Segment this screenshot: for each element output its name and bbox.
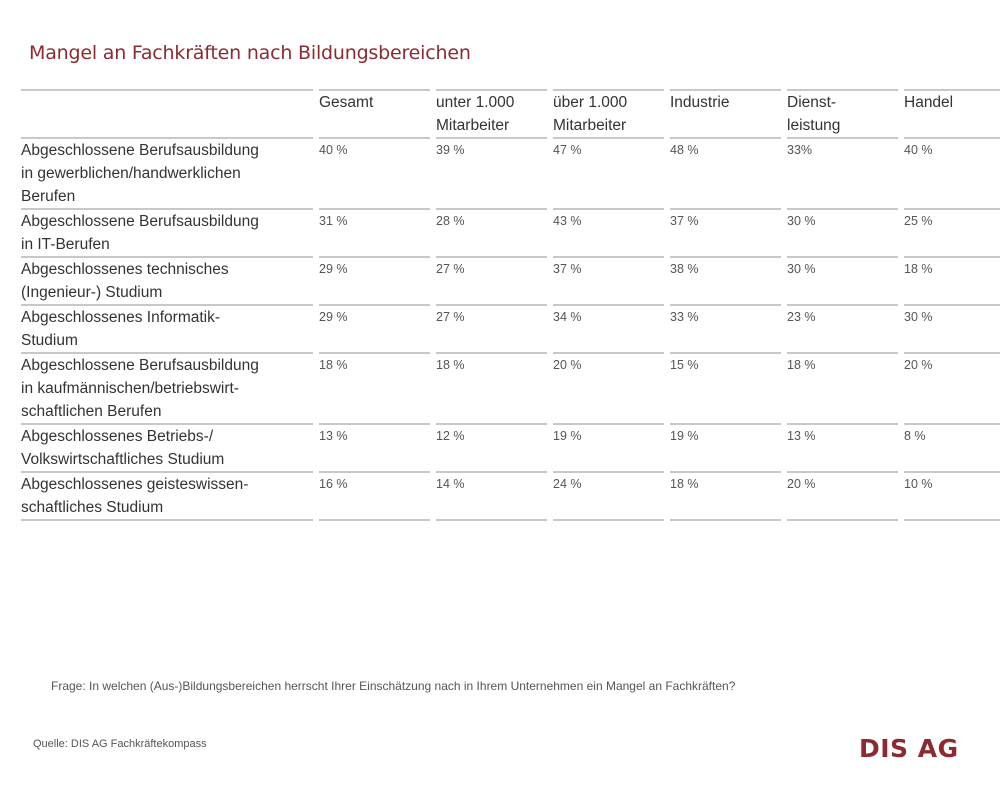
- column-header: über 1.000 Mitarbeiter: [553, 89, 664, 139]
- row-label: Abgeschlossene Berufsausbildung in kaufmännischen/betriebswirt- schaftlichen Berufen: [21, 354, 313, 425]
- value-cell: 10 %: [904, 473, 1000, 521]
- value-cell: 18 %: [904, 258, 1000, 306]
- chart-title: Mangel an Fachkräften nach Bildungsbereichen: [29, 42, 471, 64]
- value-cell: 30 %: [904, 306, 1000, 354]
- column-header: Handel: [904, 89, 1000, 139]
- value-cell: 13 %: [319, 425, 430, 473]
- column-header: Industrie: [670, 89, 781, 139]
- table-row: [21, 425, 1000, 473]
- row-label: Abgeschlossenes geisteswissen- schaftliches Studium: [21, 473, 313, 521]
- value-cell: 8 %: [904, 425, 1000, 473]
- header-row: [21, 89, 1000, 139]
- value-cell: 18 %: [319, 354, 430, 425]
- value-cell: 34 %: [553, 306, 664, 354]
- shortage-table: [15, 89, 1000, 521]
- value-cell: 19 %: [553, 425, 664, 473]
- value-cell: 27 %: [436, 258, 547, 306]
- value-cell: 28 %: [436, 210, 547, 258]
- value-cell: 14 %: [436, 473, 547, 521]
- value-cell: 25 %: [904, 210, 1000, 258]
- table-body: [21, 139, 1000, 521]
- value-cell: 12 %: [436, 425, 547, 473]
- source-note: Quelle: DIS AG Fachkräftekompass: [33, 738, 207, 750]
- row-label: Abgeschlossenes technisches (Ingenieur-) Studium: [21, 258, 313, 306]
- value-cell: 27 %: [436, 306, 547, 354]
- value-cell: 40 %: [904, 139, 1000, 210]
- value-cell: 40 %: [319, 139, 430, 210]
- value-cell: 18 %: [670, 473, 781, 521]
- value-cell: 37 %: [553, 258, 664, 306]
- value-cell: 43 %: [553, 210, 664, 258]
- table-row: [21, 473, 1000, 521]
- row-label: Abgeschlossene Berufsausbildung in IT-Berufen: [21, 210, 313, 258]
- value-cell: 13 %: [787, 425, 898, 473]
- table-row: [21, 354, 1000, 425]
- value-cell: 30 %: [787, 210, 898, 258]
- row-label: Abgeschlossene Berufsausbildung in gewerblichen/handwerklichen Berufen: [21, 139, 313, 210]
- survey-question: Frage: In welchen (Aus-)Bildungsbereichen herrscht Ihrer Einschätzung nach in Ihrem Unternehmen ein Mangel an Fachkräften?: [51, 679, 736, 693]
- value-cell: 20 %: [553, 354, 664, 425]
- value-cell: 18 %: [436, 354, 547, 425]
- value-cell: 18 %: [787, 354, 898, 425]
- value-cell: 47 %: [553, 139, 664, 210]
- value-cell: 16 %: [319, 473, 430, 521]
- value-cell: 37 %: [670, 210, 781, 258]
- value-cell: 24 %: [553, 473, 664, 521]
- table-row: [21, 258, 1000, 306]
- column-header: unter 1.000 Mitarbeiter: [436, 89, 547, 139]
- value-cell: 39 %: [436, 139, 547, 210]
- value-cell: 33 %: [670, 306, 781, 354]
- value-cell: 29 %: [319, 258, 430, 306]
- row-label: Abgeschlossenes Informatik- Studium: [21, 306, 313, 354]
- value-cell: 20 %: [787, 473, 898, 521]
- value-cell: 15 %: [670, 354, 781, 425]
- header-corner: [21, 89, 313, 139]
- table-row: [21, 139, 1000, 210]
- value-cell: 23 %: [787, 306, 898, 354]
- value-cell: 48 %: [670, 139, 781, 210]
- column-header: Gesamt: [319, 89, 430, 139]
- value-cell: 29 %: [319, 306, 430, 354]
- value-cell: 19 %: [670, 425, 781, 473]
- table-row: [21, 210, 1000, 258]
- table-row: [21, 306, 1000, 354]
- value-cell: 33%: [787, 139, 898, 210]
- column-header: Dienst- leistung: [787, 89, 898, 139]
- dis-ag-logo: DIS AG: [859, 734, 959, 763]
- value-cell: 30 %: [787, 258, 898, 306]
- value-cell: 38 %: [670, 258, 781, 306]
- value-cell: 20 %: [904, 354, 1000, 425]
- row-label: Abgeschlossenes Betriebs-/ Volkswirtschaftliches Studium: [21, 425, 313, 473]
- value-cell: 31 %: [319, 210, 430, 258]
